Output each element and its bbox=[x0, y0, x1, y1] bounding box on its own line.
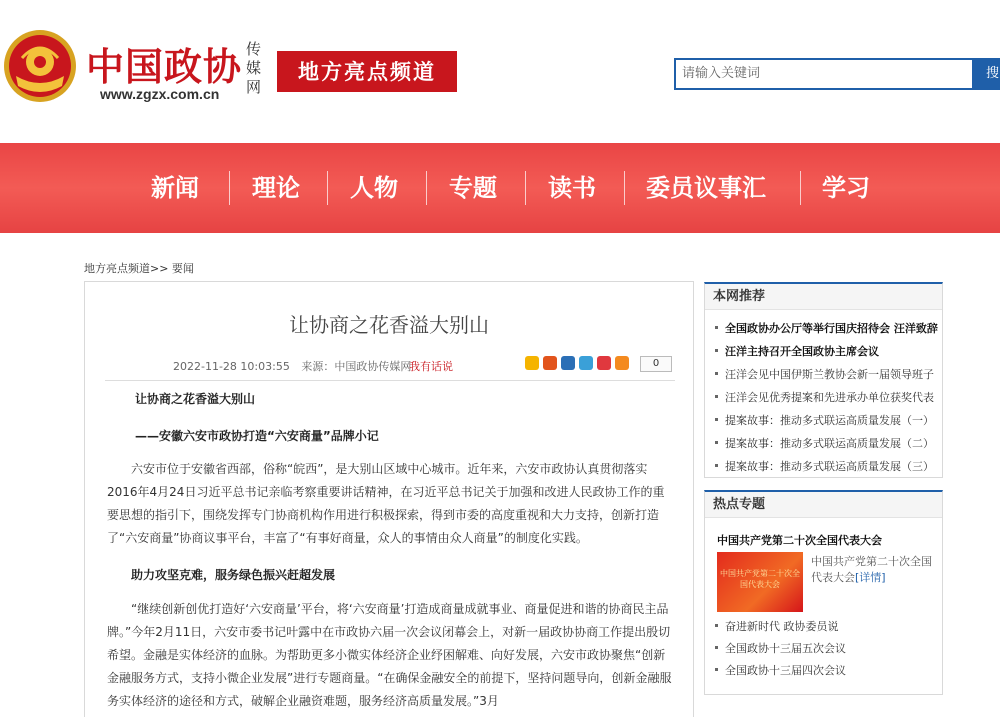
list-item-text: 全国政协十三届五次会议 bbox=[725, 642, 846, 655]
nav-divider bbox=[624, 171, 625, 205]
list-item-text: 提案故事：推动多式联运高质量发展（三） bbox=[725, 460, 934, 473]
list-item-text: 提案故事：推动多式联运高质量发展（二） bbox=[725, 437, 934, 450]
bullet bbox=[715, 349, 718, 352]
nav-item-theory[interactable]: 理论 bbox=[252, 174, 300, 202]
share-weibo-icon[interactable] bbox=[543, 356, 557, 370]
channel-badge[interactable]: 地方亮点频道 bbox=[277, 51, 457, 92]
recommend-box bbox=[704, 282, 943, 478]
hot-topic-image[interactable]: 中国共产党第二十次全国代表大会 bbox=[717, 552, 803, 612]
nav-divider bbox=[229, 171, 230, 205]
share-tencent-icon[interactable] bbox=[579, 356, 593, 370]
section-heading: 助力攻坚克难，服务绿色振兴赶超发展 bbox=[131, 568, 336, 582]
list-item-text: 汪洋会见优秀提案和先进承办单位获奖代表 bbox=[725, 391, 934, 404]
hot-topic-title[interactable]: 中国共产党第二十次全国代表大会 bbox=[717, 534, 882, 547]
bullet bbox=[715, 372, 718, 375]
nav-item-topics[interactable]: 专题 bbox=[449, 174, 497, 202]
bullet bbox=[715, 326, 718, 329]
article-meta bbox=[173, 358, 453, 374]
list-item-text: 汪洋主持召开全国政协主席会议 bbox=[725, 345, 879, 358]
hot-topics-title: 热点专题 bbox=[705, 492, 942, 518]
list-item-text: 全国政协十三届四次会议 bbox=[725, 664, 846, 677]
logo-title: 中国政协 bbox=[86, 44, 243, 89]
breadcrumb[interactable]: 地方亮点频道>> 要闻 bbox=[84, 262, 194, 275]
meta-divider bbox=[105, 380, 675, 381]
nav-divider bbox=[426, 171, 427, 205]
site-header bbox=[0, 0, 1000, 143]
search-input[interactable]: 请输入关键词 bbox=[674, 58, 974, 90]
article-heading: 让协商之花香溢大别山 bbox=[135, 392, 256, 406]
article-subheading: ——安徽六安市政协打造“六安商量”品牌小记 bbox=[135, 429, 379, 443]
details-link[interactable]: [详情] bbox=[855, 571, 886, 584]
list-item-text: 提案故事：推动多式联运高质量发展（一） bbox=[725, 414, 934, 427]
article-source: 来源：中国政协传媒网 bbox=[301, 360, 412, 373]
logo-url: www.zgzx.com.cn bbox=[100, 86, 220, 102]
bullet bbox=[715, 418, 718, 421]
nav-item-people[interactable]: 人物 bbox=[350, 174, 398, 202]
share-qzone-icon[interactable] bbox=[525, 356, 539, 370]
bullet bbox=[715, 624, 718, 627]
bullet bbox=[715, 441, 718, 444]
share-count: 0 bbox=[640, 356, 672, 372]
hot-topics-box bbox=[704, 490, 943, 695]
nav-item-study[interactable]: 学习 bbox=[822, 174, 870, 202]
article-date: 2022-11-28 10:03:55 bbox=[173, 360, 290, 373]
nav-divider bbox=[525, 171, 526, 205]
bullet bbox=[715, 646, 718, 649]
share-renren-icon[interactable] bbox=[561, 356, 575, 370]
list-item-text: 全国政协办公厅等举行国庆招待会 汪洋致辞 bbox=[725, 322, 938, 335]
article-title: 让协商之花香溢大别山 bbox=[289, 313, 489, 337]
share-douban-icon[interactable] bbox=[597, 356, 611, 370]
logo-subtitle: 传媒网 bbox=[246, 40, 262, 96]
article-paragraph: 六安市位于安徽省西部，俗称“皖西”，是大别山区域中心城市。近年来，六安市政协认真贯彻落实2016年4月24日习近平总书记亲临考察重要讲话精神，在习近平总书记关于加强和改进人民政协工作的重要思想的指引下，围绕发挥专门协商机构作用进行积极探索，得到市委的高度重视和大力支持，创新打造了“六安商量”协商议事平台，丰富了“有事好商量，众人的事情由众人商量”的制度化实践。 bbox=[107, 462, 665, 545]
nav-divider bbox=[327, 171, 328, 205]
nav-divider bbox=[800, 171, 801, 205]
nav-item-news[interactable]: 新闻 bbox=[151, 174, 199, 202]
article-panel bbox=[84, 281, 694, 717]
main-nav bbox=[0, 143, 1000, 233]
bullet bbox=[715, 668, 718, 671]
nav-item-members[interactable]: 委员议事汇 bbox=[646, 174, 766, 202]
bullet bbox=[715, 395, 718, 398]
share-more-icon[interactable] bbox=[615, 356, 629, 370]
article-paragraph: “继续创新创优打造好‘六安商量’平台，将‘六安商量’打造成商量成就事业、商量促进和谐的协商民主品牌。”今年2月11日，六安市委书记叶露中在市政协六届一次会议闭幕会上，对新一届政协协商工作提出殷切希望。金融是实体经济的血脉。为帮助更多小微实体经济企业纾困解难、向好发展，六安市政协聚焦“创新金融服务方式，支持小微企业发展”进行专题商量。“在确保金融安全的前提下，坚持问题导向，创新金融服务实体经济的途径和方式，破解企业融资难题，服务经济高质量发展。”3月 bbox=[107, 602, 672, 708]
search-button[interactable]: 搜 bbox=[974, 58, 1000, 90]
site-logo[interactable] bbox=[86, 36, 266, 102]
list-item-text: 奋进新时代 政协委员说 bbox=[725, 620, 839, 633]
comment-link[interactable]: 我有话说 bbox=[409, 360, 453, 373]
bullet bbox=[715, 464, 718, 467]
list-item-text: 汪洋会见中国伊斯兰教协会新一届领导班子 bbox=[725, 368, 934, 381]
hot-topic-desc bbox=[811, 554, 936, 586]
cppcc-emblem-icon[interactable] bbox=[2, 28, 78, 104]
hot-topic-desc-text: 中国共产党第二十次全国代表大会 bbox=[811, 555, 932, 584]
nav-item-reading[interactable]: 读书 bbox=[548, 174, 596, 202]
recommend-title: 本网推荐 bbox=[705, 284, 942, 310]
